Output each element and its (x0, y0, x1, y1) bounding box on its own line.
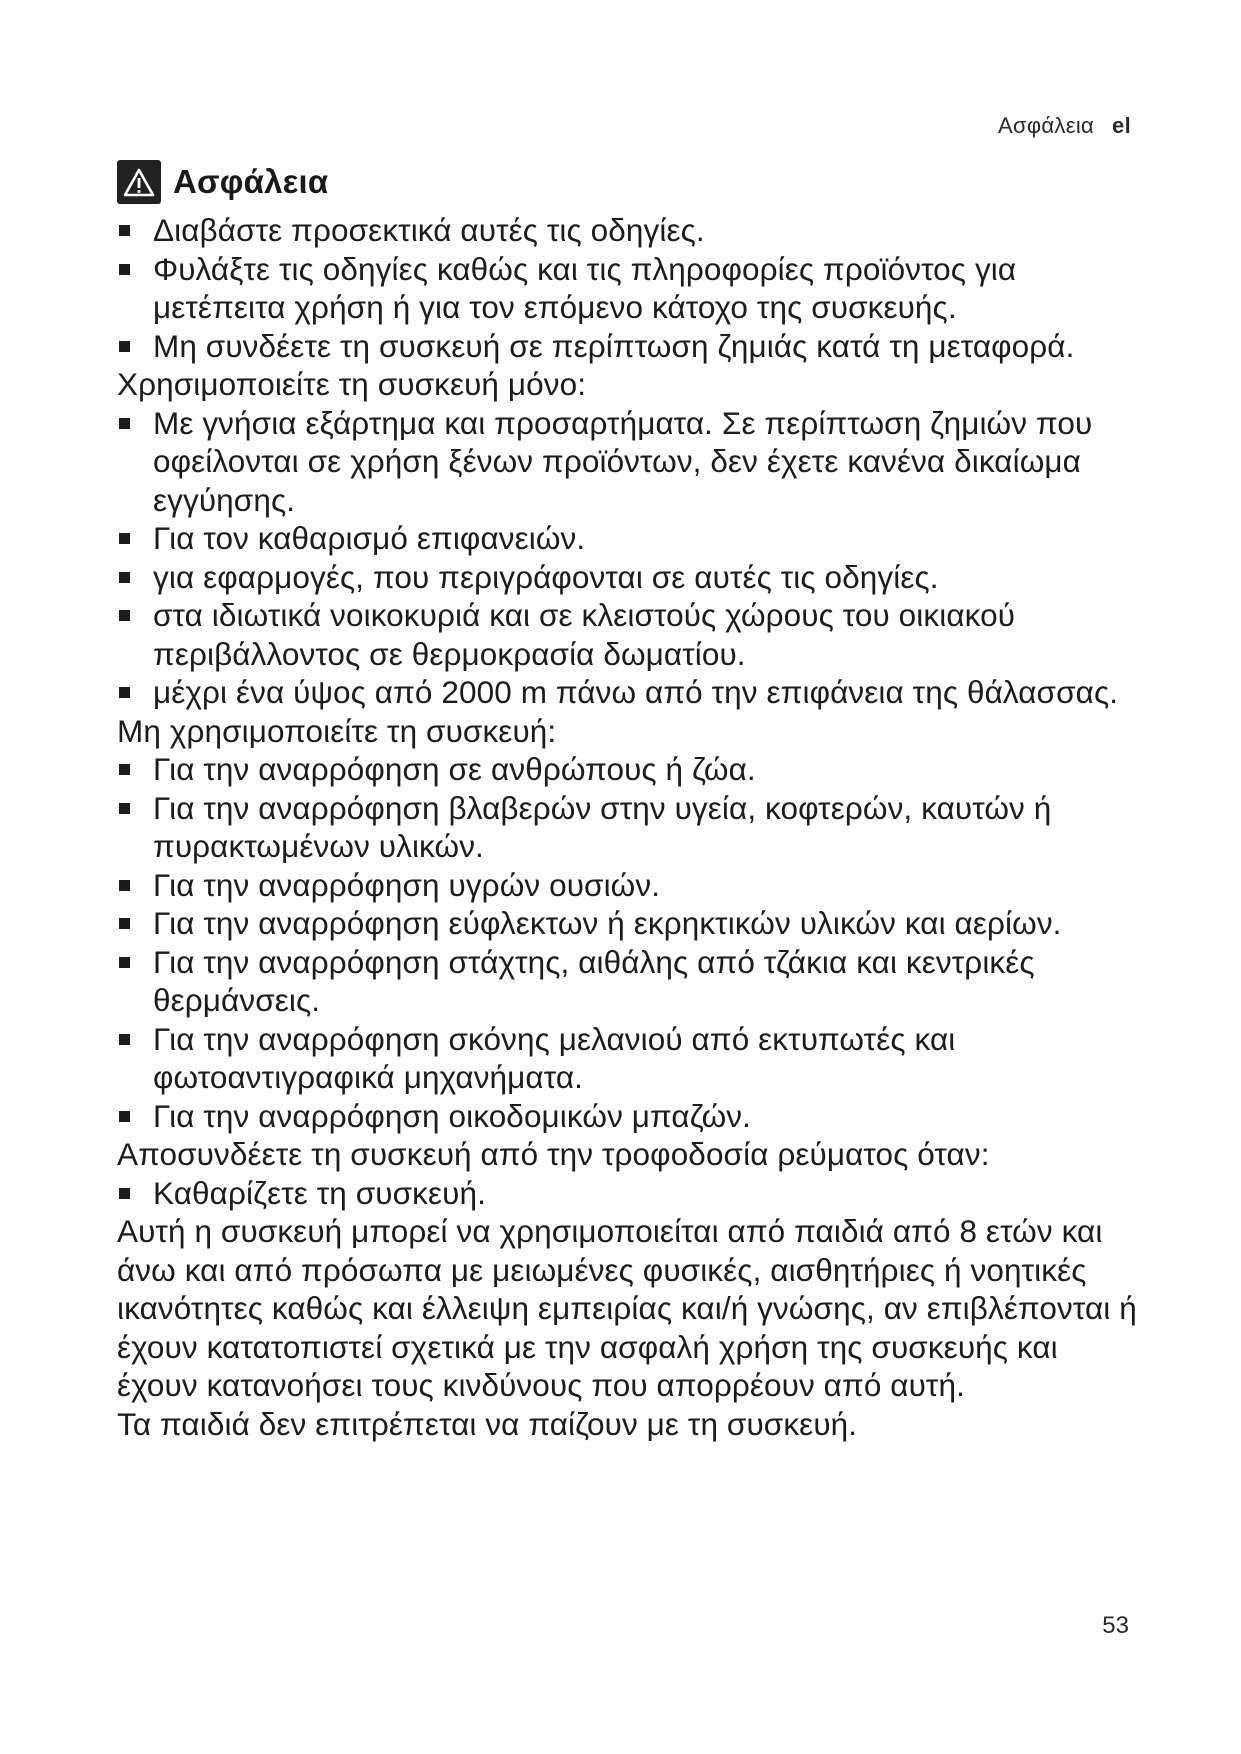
square-bullet-icon (119, 418, 130, 429)
page-number: 53 (1102, 1612, 1129, 1639)
list-item-text: Διαβάστε προσεκτικά αυτές τις οδηγίες. (153, 212, 705, 248)
paragraph: Χρησιμοποιείτε τη συσκευή μόνο: (117, 366, 587, 402)
square-bullet-icon (119, 1034, 130, 1045)
square-bullet-icon (119, 918, 130, 929)
list-item-text: Για την αναρρόφηση βλαβερών στην υγεία, κοφτερών, καυτών ή πυρακτωμένων υλικών. (153, 789, 1052, 864)
square-bullet-icon (119, 341, 130, 352)
list-item (117, 904, 1147, 943)
list-item-text: Μη συνδέετε τη συσκευή σε περίπτωση ζημιάς κατά τη μεταφορά. (153, 327, 1075, 364)
square-bullet-icon (119, 957, 130, 968)
list-item (117, 250, 1147, 327)
list-item (117, 1097, 1147, 1136)
list-item-text: Για την αναρρόφηση στάχτης, αιθάλης από τζάκια και κεντρικές θερμάνσεις. (153, 943, 1035, 1018)
list-item (117, 943, 1147, 1020)
list-item-text: Φυλάξτε τις οδηγίες καθώς και τις πληροφορίες προϊόντος για μετέπειτα χρήση ή για τον επόμενο κάτοχο της συσκευής. (153, 250, 1017, 325)
list-item (117, 673, 1147, 712)
list-item (117, 750, 1147, 789)
list-item (117, 558, 1147, 597)
square-bullet-icon (119, 803, 130, 814)
square-bullet-icon (119, 764, 130, 775)
list-item (117, 327, 1147, 366)
paragraph: Αποσυνδέετε τη συσκευή από την τροφοδοσία ρεύματος όταν: (117, 1136, 990, 1172)
list-item-text: μέχρι ένα ύψος από 2000 m πάνω από την επιφάνεια της θάλασσας. (153, 674, 1119, 710)
list-item-text: στα ιδιωτικά νοικοκυριά και σε κλειστούς χώρους του οικιακού περιβάλλοντος σε θερμοκρασία δωματίου. (153, 597, 1016, 672)
paragraph: Μη χρησιμοποιείτε τη συσκευή: (117, 712, 557, 749)
square-bullet-icon (119, 880, 130, 891)
section-heading (117, 160, 328, 204)
warning-triangle-icon (117, 160, 161, 204)
list-item-text: Καθαρίζετε τη συσκευή. (153, 1174, 486, 1211)
square-bullet-icon (119, 1188, 130, 1199)
square-bullet-icon (119, 533, 130, 544)
square-bullet-icon (119, 225, 130, 236)
header-language-code: el (1112, 113, 1131, 138)
square-bullet-icon (119, 1111, 130, 1122)
square-bullet-icon (119, 572, 130, 583)
list-item (117, 789, 1147, 866)
square-bullet-icon (119, 687, 130, 698)
list-item-text: Για την αναρρόφηση σε ανθρώπους ή ζώα. (153, 751, 756, 787)
list-item-text: Για την αναρρόφηση σκόνης μελανιού από εκτυπωτές και φωτοαντιγραφικά μηχανήματα. (153, 1020, 956, 1095)
list-item-text: Για τον καθαρισμό επιφανειών. (153, 520, 586, 556)
list-item-text: Για την αναρρόφηση οικοδομικών μπαζών. (153, 1097, 751, 1134)
list-item-text: Για την αναρρόφηση υγρών ουσιών. (153, 866, 661, 903)
list-item (117, 866, 1147, 905)
running-header (998, 113, 1131, 139)
list-item-text: Για την αναρρόφηση εύφλεκτων ή εκρηκτικών υλικών και αερίων. (153, 905, 1062, 941)
paragraph: Τα παιδιά δεν επιτρέπεται να παίζουν με τη συσκευή. (117, 1405, 858, 1442)
list-item (117, 519, 1147, 558)
square-bullet-icon (119, 610, 130, 621)
list-item (117, 211, 1147, 250)
list-item (117, 1174, 1147, 1213)
list-item (117, 596, 1147, 673)
safety-content (117, 211, 1147, 1443)
list-item-text: Με γνήσια εξάρτημα και προσαρτήματα. Σε περίπτωση ζημιών που οφείλονται σε χρήση ξένων προϊόντων, δεν έχετε κανένα δικαίωμα εγγύησης. (153, 404, 1093, 518)
section-title: Ασφάλεια (173, 163, 329, 200)
square-bullet-icon (119, 264, 130, 275)
list-item-text: για εφαρμογές, που περιγράφονται σε αυτές τις οδηγίες. (153, 558, 939, 595)
list-item (117, 1020, 1147, 1097)
paragraph: Αυτή η συσκευή μπορεί να χρησιμοποιείται από παιδιά από 8 ετών και άνω και από πρόσωπα με μειωμένες φυσικές, αισθητήριες ή νοητικές ικανότητες καθώς και έλλειψη εμπειρίας και/ή γνώσης, αν επιβλέπονται ή έχουν κατατοπιστεί σχετικά με την ασφαλή χρήση της συσκευής και έχουν κατανοήσει τους κινδύνους που απορρέουν από αυτή. (117, 1213, 1137, 1403)
list-item (117, 404, 1147, 520)
header-section-title: Ασφάλεια (997, 113, 1095, 138)
